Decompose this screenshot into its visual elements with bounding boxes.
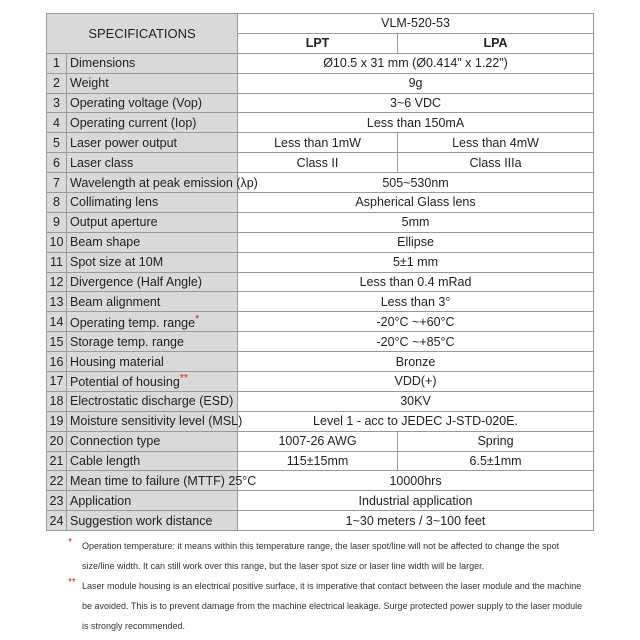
spec-label [67, 511, 238, 531]
spec-label-text: Cable length [70, 454, 141, 469]
table-row [47, 372, 594, 392]
footnote-1 [68, 536, 588, 576]
row-number: 8 [47, 193, 67, 213]
row-number: 21 [47, 451, 67, 471]
spec-label-text: Suggestion work distance [70, 513, 213, 528]
spec-value: Ellipse [238, 232, 594, 252]
spec-label-text: Laser class [70, 155, 134, 170]
spec-label [67, 53, 238, 73]
table-row [47, 73, 594, 93]
spec-label-text: Beam shape [70, 235, 141, 250]
spec-value-lpt: Less than 1mW [238, 133, 398, 153]
spec-label-text: Beam alignment [70, 294, 161, 309]
spec-value: Bronze [238, 352, 594, 372]
spec-value-lpt: 115±15mm [238, 451, 398, 471]
row-number: 20 [47, 431, 67, 451]
spec-label-text: Storage temp. range [70, 334, 184, 349]
spec-value-lpa: 6.5±1mm [398, 451, 594, 471]
spec-label-text: Operating current (Iop) [70, 115, 197, 130]
footnote-marker: * [195, 313, 200, 325]
spec-value: 9g [238, 73, 594, 93]
spec-value: VDD(+) [238, 372, 594, 392]
row-number: 11 [47, 252, 67, 272]
column-lpa: LPA [398, 33, 594, 53]
spec-label [67, 113, 238, 133]
table-row [47, 53, 594, 73]
row-number: 6 [47, 153, 67, 173]
spec-value: 1~30 meters / 3~100 feet [238, 511, 594, 531]
spec-value: Less than 3° [238, 292, 594, 312]
table-row [47, 193, 594, 213]
spec-label-text: Moisture sensitivity level (MSL) [70, 414, 243, 429]
row-number: 14 [47, 312, 67, 332]
row-number: 1 [47, 53, 67, 73]
footnote-text: Laser module housing is an electrical positive surface, it is imperative that contact between the laser module and the machine be avoided. This is to prevent damage from the machine electrical leakage. Surge protected power supply to the laser module is strongly recommended. [82, 581, 583, 631]
row-number: 15 [47, 332, 67, 352]
row-number: 3 [47, 93, 67, 113]
table-row [47, 212, 594, 232]
spec-value: 5mm [238, 212, 594, 232]
spec-label-text: Mean time to failure (MTTF) 25°C [70, 473, 257, 488]
spec-label [67, 312, 238, 332]
spec-label [67, 292, 238, 312]
table-row [47, 292, 594, 312]
spec-value-lpt: 1007-26 AWG [238, 431, 398, 451]
spec-label [67, 391, 238, 411]
table-row [47, 133, 594, 153]
footnote-marker: ** [179, 373, 188, 385]
spec-value: 3~6 VDC [238, 93, 594, 113]
row-number: 7 [47, 173, 67, 193]
spec-label-text: Application [70, 493, 132, 508]
row-number: 4 [47, 113, 67, 133]
spec-value-lpa: Less than 4mW [398, 133, 594, 153]
spec-label [67, 471, 257, 491]
specifications-table [46, 13, 594, 531]
spec-value: 30KV [238, 391, 594, 411]
model-heading: VLM-520-53 [238, 14, 594, 34]
spec-label-text: Spot size at 10M [70, 255, 164, 270]
spec-label-text: Weight [70, 76, 109, 91]
table-row [47, 411, 594, 431]
spec-label-text: Electrostatic discharge (ESD) [70, 394, 234, 409]
table-row [47, 451, 594, 471]
spec-label [67, 252, 238, 272]
row-number: 16 [47, 352, 67, 372]
spec-label [67, 451, 238, 471]
table-row [47, 113, 594, 133]
row-number: 22 [47, 471, 67, 491]
specifications-heading: SPECIFICATIONS [47, 14, 238, 54]
spec-value: Level 1 - acc to JEDEC J-STD-020E. [238, 411, 594, 431]
spec-value: Less than 150mA [238, 113, 594, 133]
spec-label [67, 491, 238, 511]
spec-label [67, 93, 238, 113]
footnotes [68, 536, 588, 636]
table-row [47, 491, 594, 511]
spec-label-text: Collimating lens [70, 195, 159, 210]
table-row [47, 431, 594, 451]
table-row [47, 252, 594, 272]
spec-value: Industrial application [238, 491, 594, 511]
row-number: 13 [47, 292, 67, 312]
row-number: 23 [47, 491, 67, 511]
row-number: 19 [47, 411, 67, 431]
footnote-mark: ** [68, 577, 76, 588]
spec-label [67, 173, 258, 193]
spec-value: 5±1 mm [238, 252, 594, 272]
row-number: 5 [47, 133, 67, 153]
row-number: 24 [47, 511, 67, 531]
spec-value-lpa: Spring [398, 431, 594, 451]
spec-label-text: Wavelength at peak emission (λp) [70, 175, 258, 190]
spec-label-text: Dimensions [70, 56, 136, 71]
spec-label [67, 193, 238, 213]
table-row [47, 511, 594, 531]
table-row [47, 471, 594, 491]
column-lpt: LPT [238, 33, 398, 53]
footnote-mark: * [68, 537, 72, 548]
spec-label-text: Potential of housing [70, 375, 180, 390]
spec-label [67, 272, 238, 292]
spec-value: Less than 0.4 mRad [238, 272, 594, 292]
spec-label-text: Divergence (Half Angle) [70, 275, 203, 290]
spec-label [67, 431, 238, 451]
spec-label [67, 411, 243, 431]
table-row [47, 332, 594, 352]
spec-label-text: Laser power output [70, 135, 178, 150]
spec-value: Aspherical Glass lens [238, 193, 594, 213]
spec-label [67, 153, 238, 173]
table-row [47, 232, 594, 252]
spec-label [67, 232, 238, 252]
spec-label [67, 372, 238, 392]
spec-value: -20°C ~+60°C [238, 312, 594, 332]
spec-value: -20°C ~+85°C [238, 332, 594, 352]
row-number: 17 [47, 372, 67, 392]
row-number: 9 [47, 212, 67, 232]
table-row [47, 153, 594, 173]
spec-value: 505~530nm [238, 173, 594, 193]
row-number: 2 [47, 73, 67, 93]
row-number: 18 [47, 391, 67, 411]
spec-label-text: Output aperture [70, 215, 158, 230]
table-row [47, 93, 594, 113]
table-row [47, 272, 594, 292]
spec-value-lpa: Class IIIa [398, 153, 594, 173]
table-row [47, 312, 594, 332]
spec-label [67, 212, 238, 232]
spec-label [67, 73, 238, 93]
spec-label-text: Housing material [70, 354, 164, 369]
spec-label-text: Operating temp. range [70, 315, 196, 330]
table-row [47, 391, 594, 411]
spec-label [67, 332, 238, 352]
footnote-text: Operation temperature: it means within this temperature range, the laser spot/line will not be affected to change the spot size/line width. It can still work over this range, but the laser spot size or laser line width will be larger. [82, 541, 560, 571]
footnote-2 [68, 576, 588, 636]
spec-label-text: Operating voltage (Vop) [70, 96, 203, 110]
spec-value: 10000hrs [238, 471, 594, 491]
row-number: 12 [47, 272, 67, 292]
spec-label [67, 133, 238, 153]
spec-label [67, 352, 238, 372]
table-row [47, 352, 594, 372]
spec-label-text: Connection type [70, 434, 161, 449]
spec-value: Ø10.5 x 31 mm (Ø0.414" x 1.22") [238, 53, 594, 73]
spec-value-lpt: Class II [238, 153, 398, 173]
row-number: 10 [47, 232, 67, 252]
table-row [47, 173, 594, 193]
